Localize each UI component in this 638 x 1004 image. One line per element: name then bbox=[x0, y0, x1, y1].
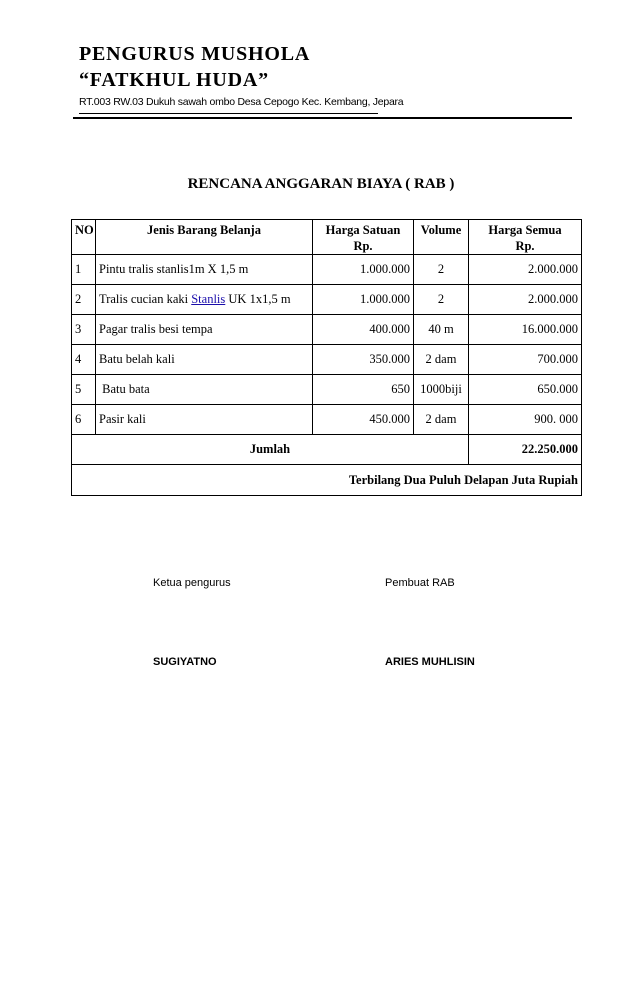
signature-left-role: Ketua pengurus bbox=[153, 577, 231, 589]
row-volume: 2 dam bbox=[414, 405, 469, 435]
row-total: 2.000.000 bbox=[469, 255, 582, 285]
total-in-words: Terbilang Dua Puluh Delapan Juta Rupiah bbox=[72, 465, 582, 496]
row-no: 4 bbox=[72, 345, 96, 375]
header-rule-thin bbox=[79, 113, 378, 114]
header-item: Jenis Barang Belanja bbox=[96, 220, 313, 255]
header-volume: Volume bbox=[414, 220, 469, 255]
document-title bbox=[0, 176, 638, 193]
row-total: 650.000 bbox=[469, 375, 582, 405]
header-unit-price-line1: Harga Satuan bbox=[325, 223, 401, 237]
row-item: Pasir kali bbox=[96, 405, 313, 435]
header-total-price bbox=[469, 220, 582, 255]
header-total-price-line2: Rp. bbox=[515, 239, 535, 253]
row-unit-price: 1.000.000 bbox=[313, 285, 414, 315]
row-volume: 2 bbox=[414, 255, 469, 285]
row-volume: 1000biji bbox=[414, 375, 469, 405]
row-volume: 2 dam bbox=[414, 345, 469, 375]
table-words-row bbox=[72, 465, 582, 496]
row-total: 2.000.000 bbox=[469, 285, 582, 315]
signature-left-name: SUGIYATNO bbox=[153, 656, 217, 668]
table-row bbox=[72, 315, 582, 345]
row-unit-price: 1.000.000 bbox=[313, 255, 414, 285]
row-total: 700.000 bbox=[469, 345, 582, 375]
row-no: 3 bbox=[72, 315, 96, 345]
signature-right-name: ARIES MUHLISIN bbox=[385, 656, 475, 668]
row-unit-price: 350.000 bbox=[313, 345, 414, 375]
row-no: 5 bbox=[72, 375, 96, 405]
row-total: 16.000.000 bbox=[469, 315, 582, 345]
row-volume: 40 m bbox=[414, 315, 469, 345]
budget-table bbox=[71, 219, 582, 496]
organization-subname: “FATKHUL HUDA” bbox=[79, 69, 269, 91]
signature-right-role: Pembuat RAB bbox=[385, 577, 455, 589]
row-item: Batu bata bbox=[96, 375, 313, 405]
header-total-price-line1: Harga Semua bbox=[488, 223, 562, 237]
organization-address: RT.003 RW.03 Dukuh sawah ombo Desa Cepogo Kec. Kembang, Jepara bbox=[79, 96, 404, 108]
organization-name: PENGURUS MUSHOLA bbox=[79, 43, 311, 65]
row-item: Batu belah kali bbox=[96, 345, 313, 375]
table-header-row bbox=[72, 220, 582, 255]
row-no: 6 bbox=[72, 405, 96, 435]
table-row bbox=[72, 405, 582, 435]
row-item: Pagar tralis besi tempa bbox=[96, 315, 313, 345]
row-unit-price: 450.000 bbox=[313, 405, 414, 435]
row-volume: 2 bbox=[414, 285, 469, 315]
row-no: 1 bbox=[72, 255, 96, 285]
header-unit-price-line2: Rp. bbox=[353, 239, 373, 253]
header-unit-price bbox=[313, 220, 414, 255]
table-row bbox=[72, 285, 582, 315]
header-no: NO bbox=[72, 220, 96, 255]
row-no: 2 bbox=[72, 285, 96, 315]
table-total-row bbox=[72, 435, 582, 465]
row-unit-price: 400.000 bbox=[313, 315, 414, 345]
row-total: 900. 000 bbox=[469, 405, 582, 435]
table-row bbox=[72, 255, 582, 285]
total-value: 22.250.000 bbox=[469, 435, 582, 465]
header-rule-thick bbox=[73, 117, 572, 119]
row-item-text-pre: Tralis cucian kaki bbox=[99, 292, 192, 306]
row-unit-price: 650 bbox=[313, 375, 414, 405]
table-row bbox=[72, 375, 582, 405]
document-title-text: RENCANA ANGGARAN BIAYA ( RAB ) bbox=[187, 176, 455, 192]
row-item bbox=[96, 285, 313, 315]
table-row bbox=[72, 345, 582, 375]
row-item-text-post: UK 1x1,5 m bbox=[225, 292, 291, 306]
row-item: Pintu tralis stanlis1m X 1,5 m bbox=[96, 255, 313, 285]
total-label: Jumlah bbox=[72, 435, 469, 465]
row-item-link[interactable]: Stanlis bbox=[191, 292, 226, 306]
